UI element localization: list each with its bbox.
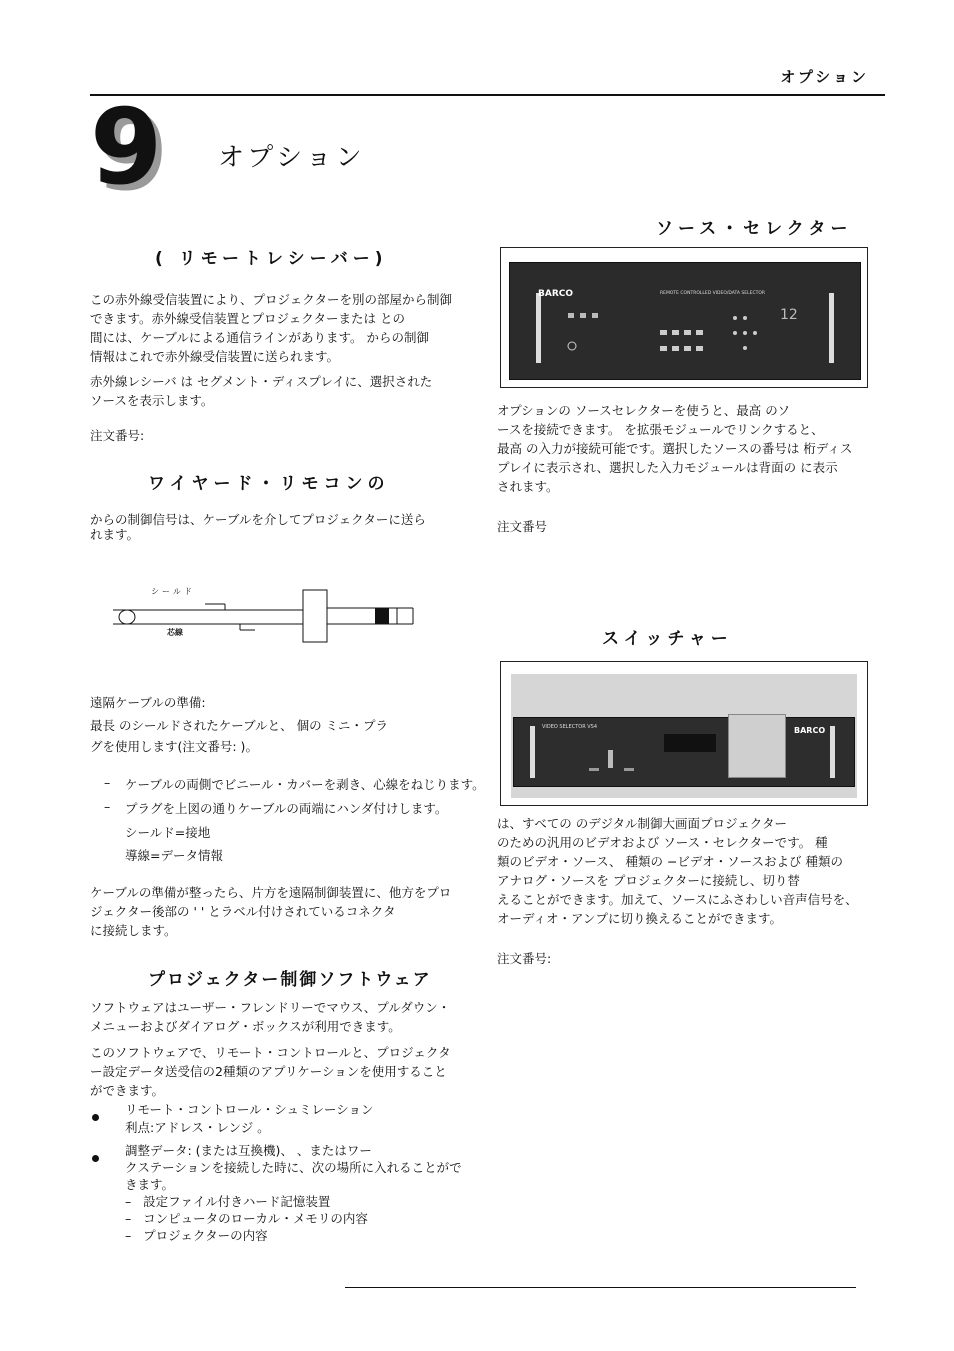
- cable-description: [90, 715, 480, 757]
- cable-diagram: [105, 580, 425, 650]
- text-line: グを使用します(注文番号: )。: [90, 739, 258, 754]
- switcher-knobs: [584, 746, 644, 776]
- chapter-title: オプション: [218, 143, 366, 173]
- cable-step-2: プラグを上図の通りケーブルの両端にハンダ付けします。: [125, 801, 448, 816]
- selector-display: 12: [780, 307, 798, 323]
- source-selector-title: ソース・セレクター: [656, 219, 853, 239]
- text-line: 情報はこれで赤外線受信装置に送られます。: [90, 349, 340, 364]
- text-line: この赤外線受信装置により、プロジェクターを別の部屋から制御: [90, 292, 453, 307]
- text-line: ケーブルの準備が整ったら、片方を遠隔制御装置に、他方をプロ: [90, 885, 452, 900]
- selector-banner: REMOTE CONTROLLED VIDEO/DATA SELECTOR: [660, 291, 766, 296]
- subitem: – プロジェクターの内容: [125, 1228, 268, 1243]
- shield-label: シールド: [151, 587, 195, 596]
- software-subitems: [125, 1193, 368, 1244]
- source-selector-photo: [500, 247, 868, 388]
- step-dash: –: [104, 799, 111, 814]
- text-line: きます。: [125, 1177, 175, 1192]
- selector-brand: BARCO: [538, 289, 574, 299]
- software-bullet-1: [125, 1101, 374, 1137]
- text-line: ができます。: [90, 1083, 165, 1098]
- text-line: ー設定データ送受信の2種類のアプリケーションを使用すること: [90, 1064, 447, 1079]
- software-section-title: プロジェクター制御ソフトウェア: [148, 970, 432, 990]
- rack-handle: [530, 726, 535, 778]
- text-line: メニューおよびダイアログ・ボックスが利用できます。: [90, 1019, 401, 1034]
- text-line: ソフトウェアはユーザー・フレンドリーでマウス、プルダウン・: [90, 1000, 451, 1015]
- rack-handle: [829, 293, 834, 363]
- switcher-device: [513, 717, 855, 787]
- switcher-order-number: 注文番号:: [497, 951, 552, 966]
- core-label: 芯線: [167, 628, 183, 637]
- cable-heading: 遠隔ケーブルの準備:: [90, 695, 206, 710]
- text-line: からの制御信号は、ケーブルを介してプロジェクターに送ら: [90, 512, 426, 527]
- text-line: えることができます。加えて、ソースにふさわしい音声信号を、: [497, 892, 858, 907]
- text-line: 利点:アドレス・レンジ 。: [125, 1120, 270, 1135]
- subitem: – 設定ファイル付きハード記憶装置: [125, 1194, 331, 1209]
- text-line: 類のビデオ・ソース、 種類の −ビデオ・ソースおよび 種類の: [497, 854, 844, 869]
- text-line: されます。: [497, 479, 559, 494]
- text-line: アナログ・ソースを プロジェクターに接続し、切り替: [497, 873, 800, 888]
- text-line: このソフトウェアで、リモート・コントロールと、プロジェクタ: [90, 1045, 451, 1060]
- text-line: 最長 のシールドされたケーブルと、 個の ミニ・プラ: [90, 718, 389, 733]
- ir-paragraph-1: [90, 290, 480, 366]
- cable-substep-shield: シールド=接地: [125, 825, 211, 840]
- text-line: れます。: [90, 527, 140, 542]
- text-line: は、すべての のデジタル制御大画面プロジェクター: [497, 816, 787, 831]
- source-selector-paragraph: [497, 401, 882, 496]
- footer-rule: [345, 1287, 856, 1288]
- switcher-title: スイッチャー: [602, 629, 733, 649]
- text-line: 赤外線レシーバ は セグメント・ディスプレイに、選択された: [90, 374, 433, 389]
- rack-handle: [830, 726, 835, 778]
- switcher-display: [664, 734, 716, 752]
- text-line: できます。赤外線受信装置とプロジェクターまたは との: [90, 311, 405, 326]
- text-line: 調整データ: (または互換機)、 、またはワー: [125, 1143, 372, 1158]
- switcher-keypad: [728, 714, 786, 778]
- cable-step-1: ケーブルの両側でビニール・カバーを剥き、心線をねじります。: [125, 777, 485, 792]
- selector-device: [509, 262, 861, 380]
- header-rule: [90, 94, 885, 96]
- wired-remote-title: ワイヤード・リモコンの: [148, 474, 390, 494]
- cable-substep-conductor: 導線=データ情報: [125, 848, 223, 863]
- text-line: クステーションを接続した時に、次の場所に入れることがで: [125, 1160, 462, 1175]
- running-header: オプション: [780, 68, 869, 86]
- bullet-icon: [92, 1147, 99, 1166]
- text-line: オプションの ソースセレクターを使うと、最高 のソ: [497, 403, 790, 418]
- text-line: ソースを表示します。: [90, 393, 214, 408]
- wired-paragraph: [90, 512, 480, 542]
- text-line: ースを接続できます。 を拡張モジュールでリンクすると、: [497, 422, 824, 437]
- switcher-brand: BARCO: [794, 726, 826, 735]
- software-bullet-2: [125, 1142, 485, 1193]
- step-dash: –: [104, 775, 111, 790]
- switcher-label: VIDEO SELECTOR VS4: [542, 724, 598, 730]
- cable-connect-paragraph: [90, 883, 480, 940]
- text-line: のための汎用のビデオおよび ソース・セレクターです。 種: [497, 835, 828, 850]
- subitem: – コンピュータのローカル・メモリの内容: [125, 1211, 368, 1226]
- text-line: に接続します。: [90, 923, 177, 938]
- text-line: ジェクター後部の ' ' とラベル付けされているコネクタ: [90, 904, 396, 919]
- text-line: 間には、ケーブルによる通信ラインがあります。 からの制御: [90, 330, 429, 345]
- bullet-icon: [92, 1106, 99, 1125]
- rack-handle: [536, 293, 541, 363]
- switcher-photo: [500, 661, 868, 806]
- software-paragraph-1: [90, 998, 480, 1036]
- ir-paragraph-2: [90, 372, 480, 410]
- ir-section-title: ( リモートレシーバー): [155, 249, 388, 269]
- text-line: リモート・コントロール・シュミレーション: [125, 1102, 374, 1117]
- source-order-number: 注文番号: [497, 519, 548, 534]
- text-line: 最高 の入力が接続可能です。選択したソースの番号は 桁ディス: [497, 441, 853, 456]
- ir-order-number: 注文番号:: [90, 428, 145, 443]
- selector-controls: [560, 308, 770, 368]
- chapter-number: 9: [90, 86, 163, 208]
- text-line: プレイに表示され、選択した入力モジュールは背面の に表示: [497, 460, 838, 475]
- switcher-paragraph: [497, 814, 882, 928]
- software-paragraph-2: [90, 1043, 480, 1100]
- text-line: オーディオ・アンプに切り換えることができます。: [497, 911, 783, 926]
